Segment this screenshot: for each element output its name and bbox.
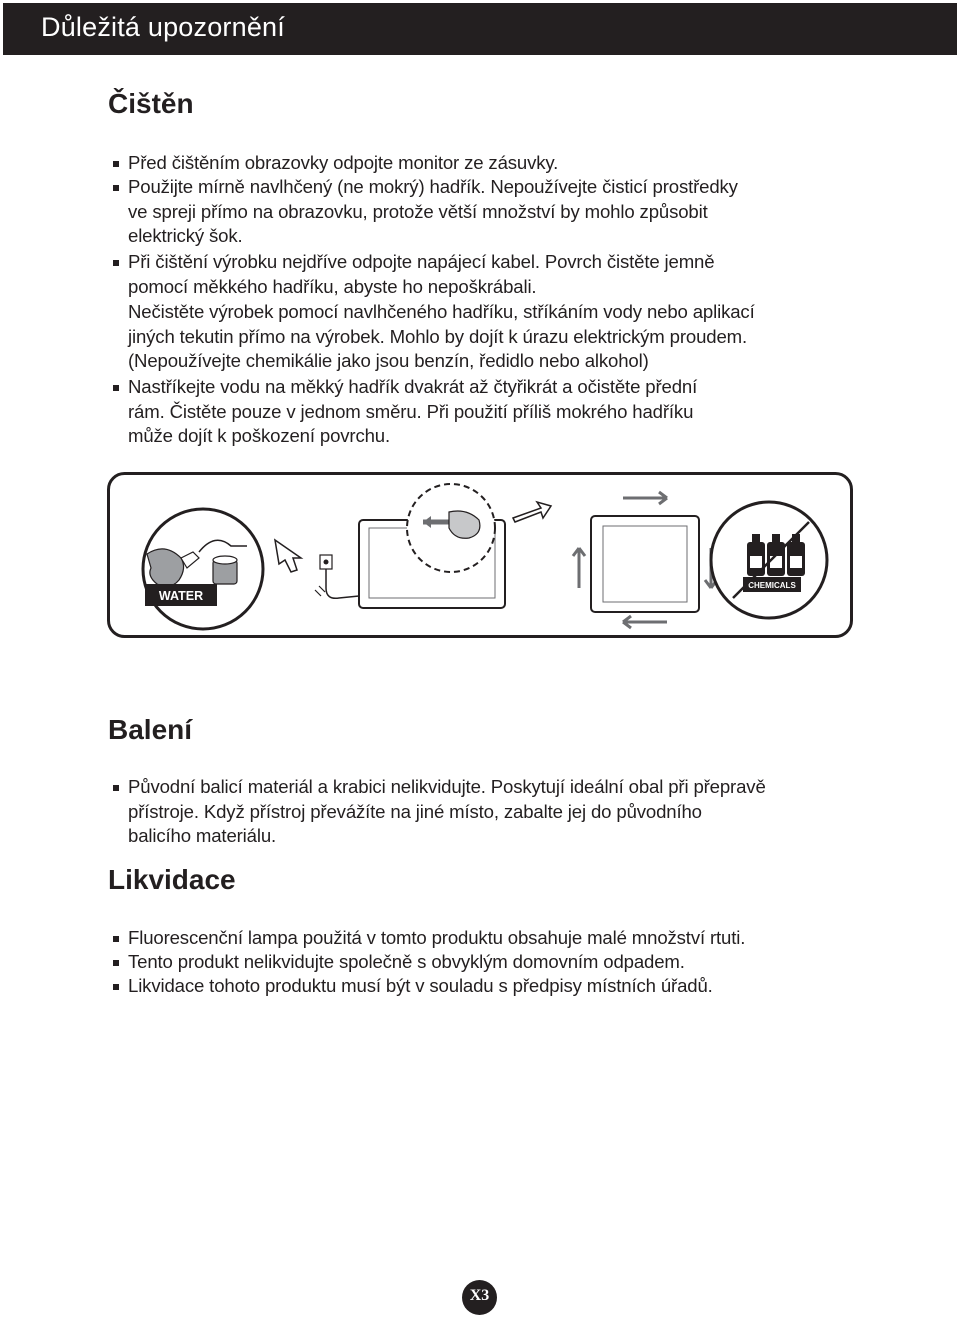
- bullet-square: [113, 185, 119, 191]
- page-title: Důležitá upozornění: [41, 12, 285, 42]
- packing-item-1: [113, 775, 873, 849]
- disposal-item-text: Likvidace tohoto produktu musí být v souladu s předpisy místních úřadů.: [128, 975, 713, 996]
- cleaning-item-2: [113, 175, 873, 249]
- disposal-item-2: [113, 950, 873, 975]
- cleaning-item-1: [113, 151, 873, 176]
- no-chemicals-panel: [711, 502, 827, 618]
- disposal-item-3: [113, 974, 873, 999]
- bullet-square: [113, 385, 119, 391]
- disposal-item-text: Fluorescenční lampa použitá v tomto produktu obsahuje malé množství rtuti.: [128, 927, 746, 948]
- water-panel: [143, 509, 263, 629]
- cleaning-item-text: Nečistěte výrobek pomocí navlhčeného hadříku, stříkáním vody nebo aplikací jiných tekutin přímo na výrobek. Mohlo by dojít k úrazu elektrickým proudem. (Nepoužívejte chemikálie jako jsou benzín, ředidlo nebo alkohol): [128, 301, 755, 372]
- packing-item-text: Původní balicí materiál a krabici nelikvidujte. Poskytují ideální obal při přepravě přístroje. Když přístroj převážíte na jiné místo, zabalte jej do původního balicího materiálu.: [128, 776, 766, 847]
- cleaning-illustration: [107, 472, 853, 638]
- page-number: X3: [469, 1287, 490, 1304]
- bullet-square: [113, 936, 119, 942]
- bullet-square: [113, 984, 119, 990]
- disposal-heading: Likvidace: [108, 864, 236, 895]
- packing-heading: Balení: [108, 714, 193, 745]
- bullet-square: [113, 260, 119, 266]
- header-bar: [3, 3, 957, 55]
- water-badge: [145, 584, 217, 606]
- bullet-square: [113, 161, 119, 167]
- cleaning-item-text: Při čištění výrobku nejdříve odpojte napájecí kabel. Povrch čistěte jemně pomocí měkkého hadříku, abyste ho nepoškrábali.: [128, 251, 715, 297]
- bullet-square: [113, 960, 119, 966]
- bullet-square: [113, 785, 119, 791]
- cleaning-item-3: [113, 250, 873, 299]
- cleaning-item-4: [113, 300, 873, 374]
- cleaning-item-text: Nastříkejte vodu na měkký hadřík dvakrát až čtyřikrát a očistěte přední rám. Čistěte pouze v jednom směru. Při použití příliš mokrého hadříku může dojít k poškození povrchu.: [128, 376, 698, 447]
- cleaning-item-text: Použijte mírně navlhčený (ne mokrý) hadřík. Nepoužívejte čisticí prostředky ve spreji přímo na obrazovku, protože větší množství by mohlo způsobit elektrický šok.: [128, 176, 738, 247]
- chemicals-label: CHEMICALS: [748, 581, 796, 590]
- water-label: WATER: [158, 589, 204, 603]
- cleaning-item-5: [113, 375, 873, 449]
- disposal-item-1: [113, 926, 873, 951]
- cleaning-item-text: Před čištěním obrazovky odpojte monitor ze zásuvky.: [128, 152, 559, 173]
- disposal-item-text: Tento produkt nelikvidujte společně s obvyklým domovním odpadem.: [128, 951, 685, 972]
- cleaning-heading: Čištěn: [108, 88, 194, 119]
